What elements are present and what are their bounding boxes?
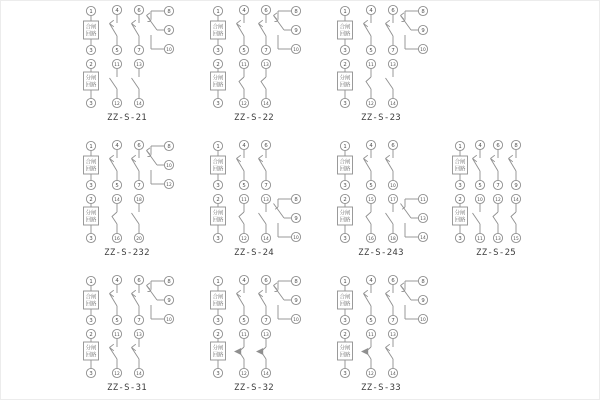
terminal-number: 5 — [369, 182, 373, 189]
terminal-number: 6 — [496, 142, 500, 149]
terminal-number: 11 — [241, 62, 247, 68]
wire — [259, 155, 263, 158]
terminal-number: 14 — [263, 236, 269, 242]
terminal-number: 4 — [478, 142, 482, 149]
circuit-box-text: 回路 — [212, 217, 224, 224]
terminal-number: 6 — [264, 7, 268, 14]
circuit-box-text: 分闸 — [339, 75, 351, 82]
wire — [364, 155, 368, 158]
terminal-number: 16 — [368, 236, 374, 242]
relay-diagram-ZZ-S-31 — [81, 272, 181, 397]
terminal-number: 9 — [421, 297, 425, 304]
terminal-number: 11 — [420, 197, 426, 203]
wire — [509, 159, 517, 172]
nc-blade — [511, 212, 516, 224]
wire — [132, 344, 136, 347]
terminal-number: 3 — [89, 370, 93, 377]
terminal-number: 13 — [495, 236, 501, 242]
terminal-number: 16 — [114, 236, 120, 242]
terminal-number: 8 — [514, 142, 518, 149]
terminal-number: 14 — [390, 371, 396, 377]
terminal-number: 15 — [368, 197, 374, 203]
wire — [386, 348, 394, 360]
terminal-number: 2 — [343, 331, 347, 338]
wire — [237, 20, 241, 23]
terminal-number: 1 — [216, 8, 220, 15]
terminal-number: 3 — [458, 235, 462, 242]
terminal-number: 4 — [369, 7, 373, 14]
terminal-number: 6 — [264, 142, 268, 149]
terminal-number: 4 — [115, 277, 119, 284]
diagram-label: ZZ-S-23 — [360, 113, 402, 123]
circuit-box-text: 合闸 — [339, 159, 351, 166]
circuit-box-text: 回路 — [339, 166, 351, 173]
diagram-label: ZZ-S-22 — [233, 113, 275, 123]
solid-arrowhead — [234, 348, 241, 355]
terminal-number: 2 — [89, 331, 93, 338]
wire — [110, 24, 118, 37]
diagram-label: ZZ-S-21 — [106, 113, 148, 123]
wire — [386, 20, 390, 23]
circuit-box-text: 回路 — [454, 166, 466, 173]
terminal-number: 1 — [89, 143, 93, 150]
wire — [237, 294, 245, 307]
terminal-number: 3 — [89, 100, 93, 107]
circuit-box-text: 合闸 — [85, 294, 97, 301]
terminal-number: 11 — [241, 332, 247, 338]
terminal-number: 17 — [390, 197, 396, 203]
diagram-label: ZZ-S-25 — [475, 248, 517, 258]
terminal-number: 1 — [343, 8, 347, 15]
circuit-box-text: 回路 — [85, 301, 97, 308]
terminal-number: 12 — [114, 371, 120, 377]
relay-diagram-ZZ-S-25 — [450, 137, 550, 262]
circuit-box-text: 回路 — [85, 82, 97, 89]
wire — [274, 204, 285, 219]
terminal-number: 6 — [391, 142, 395, 149]
terminal-number: 18 — [136, 197, 142, 203]
wire — [364, 290, 368, 293]
wire — [386, 294, 394, 307]
circuit-box-text: 回路 — [212, 82, 224, 89]
wire — [110, 344, 114, 347]
circuit-box-text: 合闸 — [212, 159, 224, 166]
terminal-number: 3 — [216, 47, 220, 54]
wire — [364, 20, 368, 23]
terminal-number: 3 — [216, 235, 220, 242]
wire — [259, 159, 267, 172]
terminal-number: 12 — [241, 236, 247, 242]
terminal-number: 11 — [114, 332, 120, 338]
terminal-number: 14 — [390, 101, 396, 107]
circuit-box-text: 回路 — [212, 31, 224, 38]
circuit-box-text: 合闸 — [212, 24, 224, 31]
terminal-number: 4 — [115, 142, 119, 149]
diagram-label: ZZ-S-32 — [233, 383, 275, 393]
wire — [491, 159, 499, 172]
terminal-number: 7 — [496, 182, 500, 189]
circuit-box-text: 回路 — [339, 352, 351, 359]
nc-blade — [261, 77, 266, 89]
terminal-number: 13 — [136, 332, 142, 338]
terminal-number: 8 — [167, 278, 171, 285]
terminal-number: 9 — [421, 27, 425, 34]
terminal-number: 7 — [264, 317, 268, 324]
terminal-number: 3 — [343, 182, 347, 189]
terminal-number: 4 — [369, 142, 373, 149]
terminal-number: 15 — [513, 236, 519, 242]
nc-blade — [366, 77, 371, 89]
wire — [386, 159, 394, 172]
wire — [132, 24, 140, 37]
terminal-number: 3 — [343, 100, 347, 107]
terminal-number: 2 — [216, 331, 220, 338]
terminal-number: 12 — [368, 371, 374, 377]
wire — [491, 155, 495, 158]
terminal-number: 13 — [390, 62, 396, 68]
wire — [473, 213, 481, 224]
terminal-number: 4 — [242, 277, 246, 284]
circuit-box-text: 合闸 — [212, 294, 224, 301]
terminal-number: 11 — [114, 62, 120, 68]
terminal-number: 9 — [167, 297, 171, 304]
terminal-number: 14 — [263, 371, 269, 377]
terminal-number: 3 — [343, 370, 347, 377]
terminal-number: 9 — [514, 182, 518, 189]
circuit-box-text: 回路 — [85, 31, 97, 38]
terminal-number: 4 — [115, 7, 119, 14]
terminal-number: 1 — [89, 278, 93, 285]
terminal-number: 8 — [294, 196, 298, 203]
terminal-number: 5 — [369, 47, 373, 54]
terminal-number: 7 — [137, 47, 141, 54]
terminal-number: 10 — [166, 163, 172, 169]
circuit-box-text: 回路 — [339, 82, 351, 89]
terminal-number: 8 — [421, 278, 425, 285]
relay-diagram-ZZ-S-22 — [208, 2, 308, 127]
terminal-number: 1 — [216, 143, 220, 150]
nc-blade — [112, 212, 117, 224]
wire — [274, 13, 278, 16]
wire — [364, 294, 372, 307]
circuit-box-text: 分闸 — [85, 210, 97, 217]
terminal-number: 3 — [458, 182, 462, 189]
terminal-number: 7 — [137, 182, 141, 189]
circuit-box-text: 分闸 — [454, 210, 466, 217]
relay-diagram-ZZ-S-23 — [335, 2, 435, 127]
terminal-number: 8 — [167, 8, 171, 15]
wire — [473, 159, 481, 172]
wire — [259, 294, 267, 307]
wire — [110, 159, 118, 172]
terminal-number: 9 — [294, 27, 298, 34]
terminal-number: 14 — [136, 101, 142, 107]
circuit-box-text: 分闸 — [212, 75, 224, 82]
terminal-number: 12 — [368, 101, 374, 107]
circuit-box-text: 回路 — [85, 166, 97, 173]
terminal-number: 8 — [294, 8, 298, 15]
wire — [110, 348, 118, 360]
wire — [259, 290, 263, 293]
wire — [259, 20, 263, 23]
wire — [237, 159, 245, 172]
wire — [110, 290, 114, 293]
terminal-number: 5 — [242, 317, 246, 324]
solid-arrowhead — [361, 348, 368, 355]
terminal-number: 1 — [216, 278, 220, 285]
circuit-box-text: 合闸 — [454, 159, 466, 166]
circuit-box-text: 回路 — [212, 166, 224, 173]
terminal-number: 11 — [368, 62, 374, 68]
terminal-number: 1 — [343, 278, 347, 285]
terminal-number: 3 — [89, 182, 93, 189]
terminal-number: 12 — [241, 101, 247, 107]
circuit-box-text: 回路 — [212, 352, 224, 359]
terminal-number: 12 — [114, 101, 120, 107]
terminal-number: 5 — [242, 47, 246, 54]
terminal-number: 13 — [136, 62, 142, 68]
terminal-number: 6 — [137, 142, 141, 149]
diagram-label: ZZ-S-232 — [104, 248, 150, 258]
wire — [132, 155, 136, 158]
terminal-number: 10 — [166, 317, 172, 323]
wire — [110, 294, 118, 307]
circuit-box-text: 回路 — [85, 217, 97, 224]
wire — [132, 213, 140, 224]
wire — [132, 20, 136, 23]
nc-blade — [239, 212, 244, 224]
circuit-box-text: 合闸 — [85, 24, 97, 31]
terminal-number: 10 — [293, 317, 299, 323]
diagram-label: ZZ-S-243 — [358, 248, 404, 258]
wire — [110, 78, 118, 89]
terminal-number: 2 — [343, 196, 347, 203]
circuit-box-text: 回路 — [339, 31, 351, 38]
circuit-box-text: 分闸 — [339, 345, 351, 352]
terminal-number: 7 — [391, 47, 395, 54]
circuit-box-text: 分闸 — [339, 210, 351, 217]
wire — [132, 294, 140, 307]
nc-blade — [239, 77, 244, 89]
wire — [147, 13, 151, 16]
wire — [401, 283, 405, 286]
terminal-number: 2 — [216, 196, 220, 203]
terminal-number: 18 — [390, 236, 396, 242]
terminal-number: 11 — [477, 236, 483, 242]
terminal-number: 14 — [114, 197, 120, 203]
terminal-number: 1 — [458, 143, 462, 150]
terminal-number: 1 — [89, 8, 93, 15]
terminal-number: 13 — [263, 197, 269, 203]
wire — [364, 24, 372, 37]
circuit-box-text: 回路 — [454, 217, 466, 224]
nc-blade — [366, 212, 371, 224]
terminal-number: 6 — [264, 277, 268, 284]
diagram-label: ZZ-S-33 — [360, 383, 402, 393]
terminal-number: 9 — [294, 297, 298, 304]
terminal-number: 5 — [115, 182, 119, 189]
terminal-number: 9 — [294, 215, 298, 222]
wire — [386, 290, 390, 293]
wire — [147, 283, 151, 286]
relay-diagram-ZZ-S-32 — [208, 272, 308, 397]
wire — [386, 344, 390, 347]
terminal-number: 3 — [343, 317, 347, 324]
terminal-number: 10 — [293, 235, 299, 241]
terminal-number: 5 — [478, 182, 482, 189]
terminal-number: 13 — [263, 332, 269, 338]
circuit-box-text: 分闸 — [212, 210, 224, 217]
wire — [401, 204, 412, 219]
wire — [147, 148, 151, 151]
terminal-number: 13 — [263, 62, 269, 68]
circuit-box-text: 回路 — [339, 217, 351, 224]
wire — [237, 155, 241, 158]
circuit-box-text: 回路 — [85, 352, 97, 359]
terminal-number: 14 — [263, 101, 269, 107]
terminal-number: 5 — [115, 317, 119, 324]
terminal-number: 2 — [216, 61, 220, 68]
terminal-number: 6 — [391, 7, 395, 14]
terminal-number: 2 — [89, 61, 93, 68]
wire — [132, 290, 136, 293]
terminal-number: 2 — [458, 196, 462, 203]
circuit-box-text: 分闸 — [212, 345, 224, 352]
wire — [259, 24, 267, 37]
terminal-number: 20 — [136, 236, 142, 242]
diagram-label: ZZ-S-31 — [106, 383, 148, 393]
terminal-number: 8 — [421, 8, 425, 15]
terminal-number: 14 — [513, 197, 519, 203]
circuit-box-text: 分闸 — [85, 75, 97, 82]
relay-diagram-ZZ-S-232 — [81, 137, 181, 262]
circuit-box-text: 合闸 — [85, 159, 97, 166]
wire — [364, 159, 372, 172]
terminal-number: 12 — [495, 197, 501, 203]
terminal-number: 5 — [242, 182, 246, 189]
circuit-box-text: 回路 — [339, 301, 351, 308]
terminal-number: 6 — [137, 7, 141, 14]
terminal-number: 4 — [369, 277, 373, 284]
terminal-number: 13 — [390, 332, 396, 338]
terminal-number: 3 — [216, 100, 220, 107]
terminal-number: 10 — [420, 317, 426, 323]
terminal-number: 4 — [242, 7, 246, 14]
terminal-number: 3 — [343, 47, 347, 54]
terminal-number: 12 — [166, 182, 172, 188]
terminal-number: 3 — [89, 235, 93, 242]
wire — [386, 155, 390, 158]
relay-diagram-ZZ-S-243 — [335, 137, 435, 262]
relay-diagram-ZZ-S-21 — [81, 2, 181, 127]
wire — [110, 155, 114, 158]
circuit-box-text: 合闸 — [339, 24, 351, 31]
terminal-number: 12 — [241, 371, 247, 377]
wire — [132, 159, 140, 172]
terminal-number: 5 — [369, 317, 373, 324]
terminal-number: 14 — [136, 371, 142, 377]
circuit-box-text: 合闸 — [339, 294, 351, 301]
circuit-box-text: 分闸 — [85, 345, 97, 352]
terminal-number: 10 — [420, 47, 426, 53]
terminal-number: 10 — [293, 47, 299, 53]
wire — [509, 155, 513, 158]
terminal-number: 2 — [343, 61, 347, 68]
terminal-number: 7 — [264, 182, 268, 189]
terminal-number: 11 — [241, 197, 247, 203]
wire — [110, 20, 114, 23]
terminal-number: 8 — [294, 278, 298, 285]
wire — [259, 213, 267, 224]
terminal-number: 11 — [368, 332, 374, 338]
terminal-number: 1 — [343, 143, 347, 150]
terminal-number: 3 — [216, 370, 220, 377]
terminal-number: 10 — [166, 47, 172, 53]
terminal-number: 10 — [477, 197, 483, 203]
terminal-number: 7 — [391, 317, 395, 324]
terminal-number: 7 — [264, 47, 268, 54]
terminal-number: 3 — [89, 47, 93, 54]
diagram-label: ZZ-S-24 — [233, 248, 275, 258]
terminal-number: 2 — [89, 196, 93, 203]
wire — [132, 78, 140, 89]
wire — [473, 155, 477, 158]
terminal-number: 3 — [89, 317, 93, 324]
wire — [237, 24, 245, 37]
terminal-number: 5 — [115, 47, 119, 54]
circuit-box-text: 回路 — [212, 301, 224, 308]
nc-blade — [493, 212, 498, 224]
wire — [237, 290, 241, 293]
wire — [401, 13, 405, 16]
terminal-number: 10 — [390, 183, 396, 189]
terminal-number: 4 — [242, 142, 246, 149]
wire — [132, 348, 140, 360]
wire — [386, 213, 394, 224]
terminal-number: 8 — [167, 143, 171, 150]
terminal-number: 3 — [343, 235, 347, 242]
wire — [386, 78, 394, 89]
relay-diagram-ZZ-S-33 — [335, 272, 435, 397]
wire — [386, 24, 394, 37]
relay-diagram-ZZ-S-24 — [208, 137, 308, 262]
terminal-number: 7 — [137, 317, 141, 324]
terminal-number: 14 — [420, 235, 426, 241]
terminal-number: 6 — [391, 277, 395, 284]
solid-arrowhead — [256, 348, 263, 355]
terminal-number: 3 — [216, 182, 220, 189]
terminal-number: 3 — [216, 317, 220, 324]
terminal-number: 6 — [137, 277, 141, 284]
terminal-number: 13 — [420, 216, 426, 222]
terminal-number: 9 — [167, 27, 171, 34]
wire — [274, 283, 278, 286]
